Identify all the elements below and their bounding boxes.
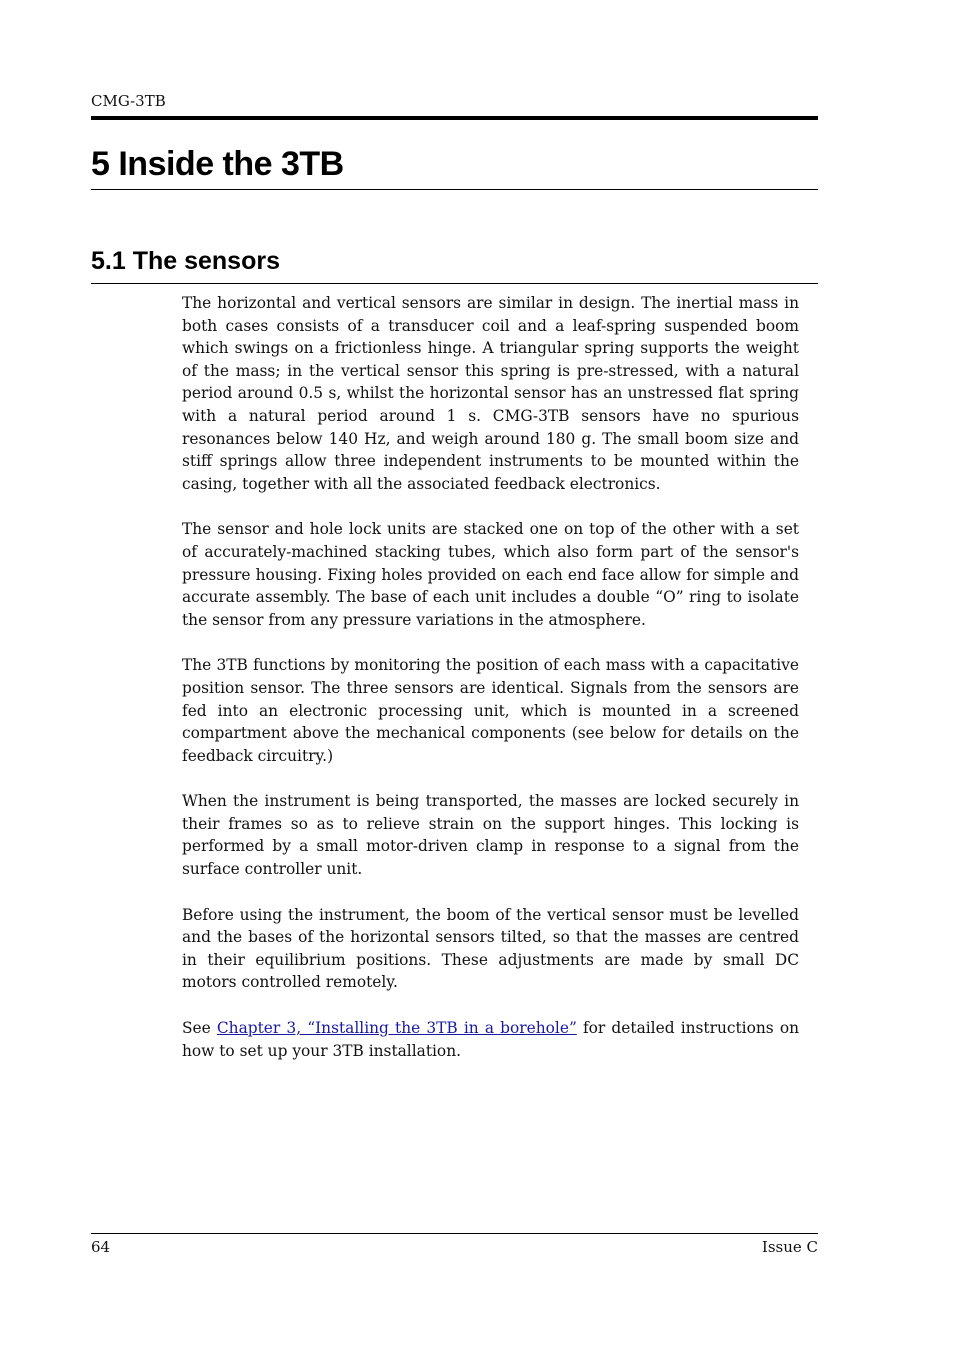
chapter-title: 5 Inside the 3TB [91,145,344,183]
paragraph-stacking: The sensor and hole lock units are stacked one on top of the other with a set of accurately-machined stacking tubes, which also form part of the sensor's pressure housing. Fixing holes provided on each end face allow for simple and accurate assembly. The base of each unit includes a double “O” ring to isolate the sensor from any pressure variations in the atmosphere. [182,520,799,629]
paragraph-see-chapter [182,1017,799,1062]
chapter-rule [91,189,818,190]
paragraph-levelling: Before using the instrument, the boom of the vertical sensor must be levelled and the bases of the horizontal sensors tilted, so that the masses are centred in their equilibrium positions. These adjustments are made by small DC motors controlled remotely. [182,905,799,992]
body-text [182,292,799,1085]
footer-rule [91,1233,818,1234]
paragraph-transport-lock: When the instrument is being transported, the masses are locked securely in their frames so as to relieve strain on the support hinges. This locking is performed by a small motor-driven clamp in response to a signal from the surface controller unit. [182,792,799,879]
paragraph-position-sensor: The 3TB functions by monitoring the position of each mass with a capacitative position sensor. The three sensors are identical. Signals from the sensors are fed into an electronic processing unit, which is mounted in a screened compartment above the mechanical components (see below for details on the feedback circuitry.) [182,656,799,765]
paragraph-sensor-design: The horizontal and vertical sensors are similar in design. The inertial mass in both cases consists of a transducer coil and a leaf-spring suspended boom which swings on a frictionless hinge. A triangular spring supports the weight of the mass; in the vertical sensor this spring is pre-stressed, with a natural period around 0.5 s, whilst the horizontal sensor has an unstressed flat spring with a natural period around 1 s. CMG-3TB sensors have no spurious resonances below 140 Hz, and weigh around 180 g. The small boom size and stiff springs allow three independent instruments to be mounted within the casing, together with all the associated feedback electronics. [182,294,799,493]
section-rule [91,283,818,284]
page-number: 64 [91,1238,111,1256]
running-header: CMG-3TB [91,92,166,110]
issue-label: Issue C [761,1238,818,1256]
see-suffix: for detailed instructions on how to set up your 3TB installation. [182,1019,799,1060]
chapter-3-link[interactable]: Chapter 3, “Installing the 3TB in a borehole” [216,1019,577,1038]
see-prefix: See [182,1019,217,1038]
header-rule [91,116,818,120]
section-title: 5.1 The sensors [91,247,280,275]
